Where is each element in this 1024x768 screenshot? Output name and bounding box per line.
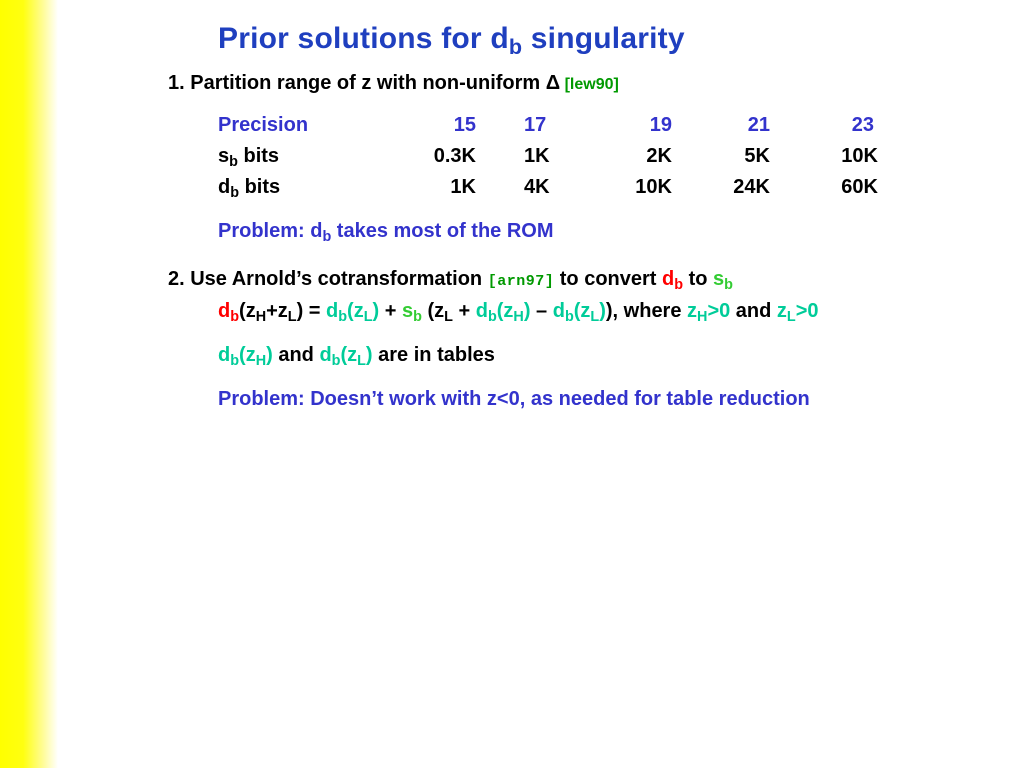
- slide-title: Prior solutions for $d_b$ singularity: [218, 22, 685, 60]
- table-cell: 10K: [635, 176, 672, 198]
- item-2: 2. Use Arnold’s cotransformation [arn97] to convert $d_b$ to $s_b$: [168, 268, 733, 294]
- table-cell: 17: [524, 114, 547, 136]
- tables-line: $d_b(z_H)$ and $d_b(z_L)$ are in tables: [218, 344, 495, 370]
- citation-lew90: [lew90]: [560, 76, 619, 93]
- table-row-label: $s_b$ bits: [218, 145, 280, 171]
- table-cell: 60K: [841, 176, 878, 198]
- table-cell: 24K: [733, 176, 770, 198]
- table-cell: 15: [453, 114, 476, 136]
- table-cell: 2K: [646, 145, 672, 167]
- problem-1: Problem: $d_b$ takes most of the ROM: [218, 220, 554, 246]
- table-cell: 0.3K: [433, 145, 476, 167]
- table-row-label: $d_b$ bits: [218, 176, 281, 202]
- item-1: 1. Partition range of z with non-uniform Δ [lew90]: [168, 72, 619, 94]
- table-cell: 1K: [524, 145, 550, 167]
- table-cell: 21: [747, 114, 770, 136]
- yellow-side-bar: [0, 0, 58, 768]
- precision-table: [218, 114, 898, 204]
- table-cell: 19: [649, 114, 672, 136]
- table-cell: 5K: [744, 145, 770, 167]
- table-cell: 10K: [841, 145, 878, 167]
- table-cell: 23: [851, 114, 874, 136]
- problem-2: Problem: Doesn’t work with z<0, as needed for table reduction: [218, 388, 810, 410]
- table-row-label: Precision: [218, 114, 309, 136]
- equation-line: $d_b(z_H+z_L) = d_b(z_L) + s_b$ $(z_L + d_b(z_H) - d_b(z_L))$, where $z_H>0$ and $z_L>0$: [218, 300, 819, 326]
- table-cell: 4K: [524, 176, 550, 198]
- citation-arn97: [arn97]: [487, 273, 555, 290]
- delta-symbol: Δ: [545, 72, 561, 94]
- table-cell: 1K: [450, 176, 476, 198]
